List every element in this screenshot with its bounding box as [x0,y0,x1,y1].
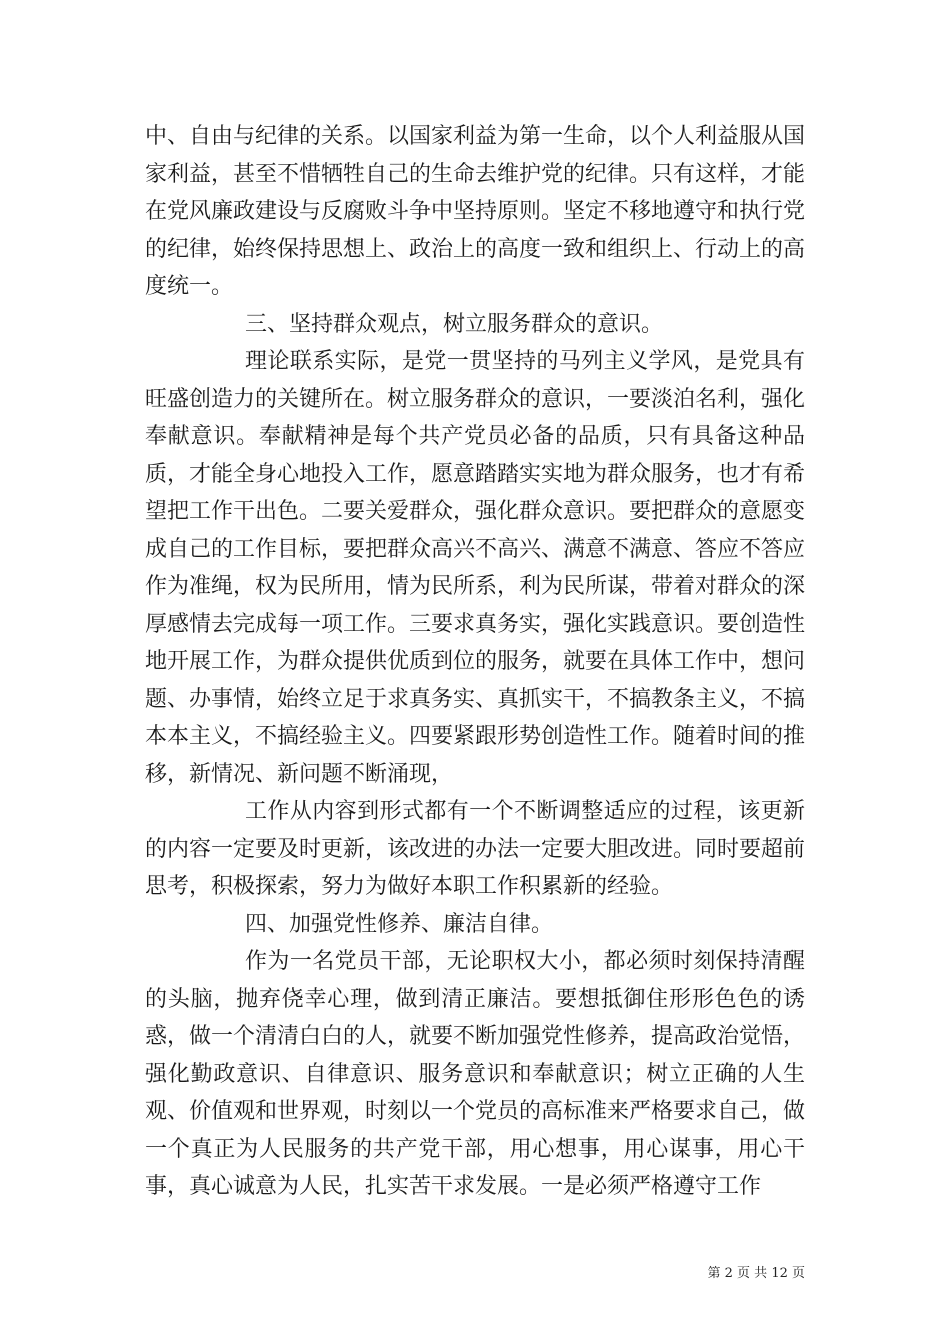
paragraph-body: 工作从内容到形式都有一个不断调整适应的过程，该更新的内容一定要及时更新，该改进的办法一定要大胆改进。同时要超前思考，积极探索，努力为做好本职工作积累新的经验。 [145,799,806,899]
section-heading-3: 三、坚持群众观点，树立服务群众的意识。 [245,311,664,337]
section-heading-4: 四、加强党性修养、廉洁自律。 [245,911,554,937]
page-number-footer: 第 2 页 共 12 页 [707,1266,805,1281]
paragraph-body: 理论联系实际，是党一贯坚持的马列主义学风，是党具有旺盛创造力的关键所在。树立服务群众的意识，一要淡泊名利，强化奉献意识。奉献精神是每个共产党员必备的品质，只有具备这种品质，才能全身心地投入工作，愿意踏踏实实地为群众服务，也才有希望把工作干出色。二要关爱群众，强化群众意识。要把群众的意愿变成自己的工作目标，要把群众高兴不高兴、满意不满意、答应不答应作为准绳，权为民所用，情为民所系，利为民所谋，带着对群众的深厚感情去完成每一项工作。三要求真务实，强化实践意识。要创造性地开展工作，为群众提供优质到位的服务，就要在具体工作中，想问题、办事情，始终立足于求真务实、真抓实干，不搞教条主义，不搞本本主义，不搞经验主义。四要紧跟形势创造性工作。随着时间的推移，新情况、新问题不断涌现， [145,349,806,787]
paragraph-continuation: 中、自由与纪律的关系。以国家利益为第一生命，以个人利益服从国家利益，甚至不惜牺牲自己的生命去维护党的纪律。只有这样，才能在党风廉政建设与反腐败斗争中坚持原则。坚定不移地遵守和执行党的纪律，始终保持思想上、政治上的高度一致和组织上、行动上的高度统一。 [145,124,806,299]
document-body [145,118,805,1206]
paragraph-body: 作为一名党员干部，无论职权大小，都必须时刻保持清醒的头脑，抛弃侥幸心理，做到清正廉洁。要想抵御住形形色色的诱惑，做一个清清白白的人，就要不断加强党性修养，提高政治觉悟，强化勤政意识、自律意识、服务意识和奉献意识；树立正确的人生观、价值观和世界观，时刻以一个党员的高标准来严格要求自己，做一个真正为人民服务的共产党干部，用心想事，用心谋事，用心干事，真心诚意为人民，扎实苦干求发展。一是必须严格遵守工作 [145,949,806,1199]
